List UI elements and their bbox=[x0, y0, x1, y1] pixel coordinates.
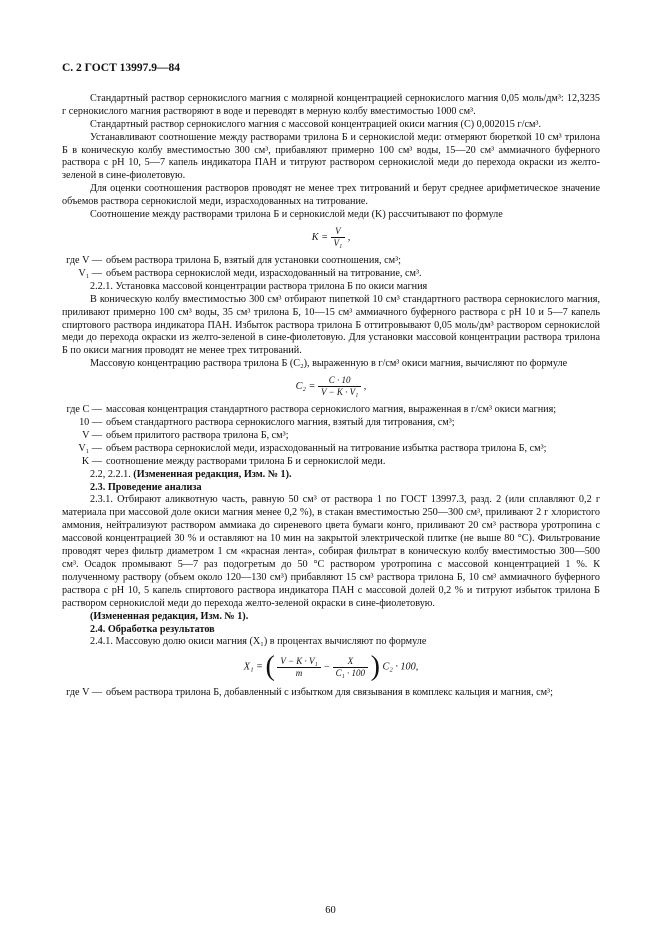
page-number: 60 bbox=[325, 905, 336, 916]
definition-row: V₁ — объем раствора сернокислой меди, израсходованный на титрование избытка раствора трилона Б, см³; bbox=[78, 442, 547, 454]
section-heading: 2.3. Проведение анализа bbox=[90, 481, 202, 493]
definition-row: 10 — объем стандартного раствора сернокислого магния, взятый для титрования, см³; bbox=[79, 417, 455, 429]
page-header: С. 2 ГОСТ 13997.9—84 bbox=[62, 62, 181, 74]
paragraph: Для оценки соотношения растворов проводят не менее трех титрований и берут среднее арифметическое значение объемов раствора сернокислой меди, израсходованных на титрование. bbox=[62, 183, 600, 208]
paragraph: Устанавливают соотношение между растворами трилона Б и сернокислой меди: отмеряют бюреткой 10 см³ трилона Б в коническую колбу вместимостью 300 см³, прибавляют примерно 100 см³ воды, 15—20 см³ аммиачного буферного раствора с pH 10, 5—7 капель индикатора ПАН и титруют раствором сернокислой меди до перехода окраски из желто-зеленой в сине-фиолетовую. bbox=[62, 131, 600, 182]
formula-x1: X₁ = ( $\frac{\text{V − K · V₁}}{m}$ − $\frac{X}{\text{C₁ · 100}}$ ) C₂ · 100, bbox=[243, 651, 419, 683]
paragraph: Соотношение между растворами трилона Б и сернокислой меди (K) рассчитывают по формуле bbox=[90, 209, 503, 221]
paragraph: 2.3.1. Отбирают аликвотную часть, равную 50 см³ от раствора 1 по ГОСТ 13997.3, разд. 2 (или сплавляют 0,2 г материала при массовой доле окиси магния менее 0,2 %), в стакан вместимостью 250—300 см³, приливают 2 г хлористого аммония, нейтрализуют раствором аммиака до сиреневого цвета бумаги конго, приливают 20 см³ раствора уротропина с массовой концентрацией 30 % и оставляют на 10 мин на закрытой электрической плитке (не выше 80 °C). Фильтрование проводят через фильтр диаметром 1 см «красная лента», собирая фильтрат в коническую колбу вместимостью 300—500 см³. Осадок промывают 5—7 раз подогретым до 50 °C раствором уротропина с массовой концентрацией 1 %. К полученному раствору (объем около 120—130 см³) прибавляют 15 см³ раствора трилона Б, 10 см³ аммиачного буферного раствора с pH 10, 5 капель спиртового раствора индикатора ПАН с массовой долей 0,2 % и титруют избыток трилона Б раствором сернокислой меди до перехода желто-зеленой окраски в сине-фиолетовую. bbox=[62, 494, 600, 609]
definition-row: V — объем прилитого раствора трилона Б, см³; bbox=[82, 429, 289, 441]
fraction: $\frac{V}{\text{V₁}}$ bbox=[331, 226, 346, 249]
formula-c2: C₂ = $\frac{C \cdot 10}{\text{V − K · V₁}}$ , bbox=[295, 375, 367, 398]
fraction: $\frac{C \cdot 10}{\text{V − K · V₁}}$ bbox=[318, 375, 361, 398]
section-heading: 2.4. Обработка результатов bbox=[90, 623, 215, 635]
amendment-note: (Измененная редакция, Изм. № 1). bbox=[90, 610, 249, 622]
page-body bbox=[62, 62, 600, 700]
definition-row: где V — объем раствора трилона Б, добавленный с избытком для связывания в комплекс кальция и магния, см³; bbox=[66, 687, 553, 699]
paragraph: Стандартный раствор сернокислого магния с массовой концентрацией окиси магния (C) 0,002015 г/см³. bbox=[90, 118, 542, 130]
formula-k: K = $\frac{V}{\text{V₁}}$ , bbox=[311, 225, 351, 248]
definition-row: V₁ — объем раствора сернокислой меди, израсходованный на титрование, см³. bbox=[78, 267, 422, 279]
fraction: $\frac{\text{V − K · V₁}}{m}$ bbox=[277, 656, 320, 679]
paragraph: 2.2.1. Установка массовой концентрации раствора трилона Б по окиси магния bbox=[90, 280, 428, 292]
definition-row: где V — объем раствора трилона Б, взятый для установки соотношения, см³; bbox=[66, 254, 401, 266]
paragraph: Массовую концентрацию раствора трилона Б (C₂), выраженную в г/см³ окиси магния, вычисляют по формуле bbox=[90, 358, 568, 370]
paragraph: В коническую колбу вместимостью 300 см³ отбирают пипеткой 10 см³ стандартного раствора сернокислого магния, приливают примерно 100 см³ воды, 35 см³ трилона Б, 10—15 см³ аммиачного буферного раствора с pH 10 и 5—7 капель спиртового раствора индикатора ПАН. Избыток раствора трилона Б оттитровывают 0,05 моль/дм³ раствором сернокислой меди до перехода окраски из желто-зеленой в сине-фиолетовую. Для установки массовой концентрации раствора трилона Б по окиси магния проводят не менее трех титрований. bbox=[62, 293, 600, 357]
definition-row: где C — массовая концентрация стандартного раствора сернокислого магния, выраженная в г/см³ окиси магния; bbox=[66, 404, 557, 416]
paragraph: Стандартный раствор сернокислого магния с молярной концентрацией сернокислого магния 0,05 моль/дм³: 12,3235 г сернокислого магния растворяют в воде и переводят в мерную колбу вместимостью 1000 см³. bbox=[62, 92, 600, 117]
paragraph: 2.4.1. Массовую долю окиси магния (X₁) в процентах вычисляют по формуле bbox=[90, 636, 427, 648]
definition-row: K — соотношение между растворами трилона Б и сернокислой меди. bbox=[81, 455, 386, 467]
amendment-note: 2.2, 2.2.1. (Измененная редакция, Изм. № 1). bbox=[90, 468, 292, 480]
fraction: $\frac{X}{\text{C₁ · 100}}$ bbox=[333, 656, 368, 679]
